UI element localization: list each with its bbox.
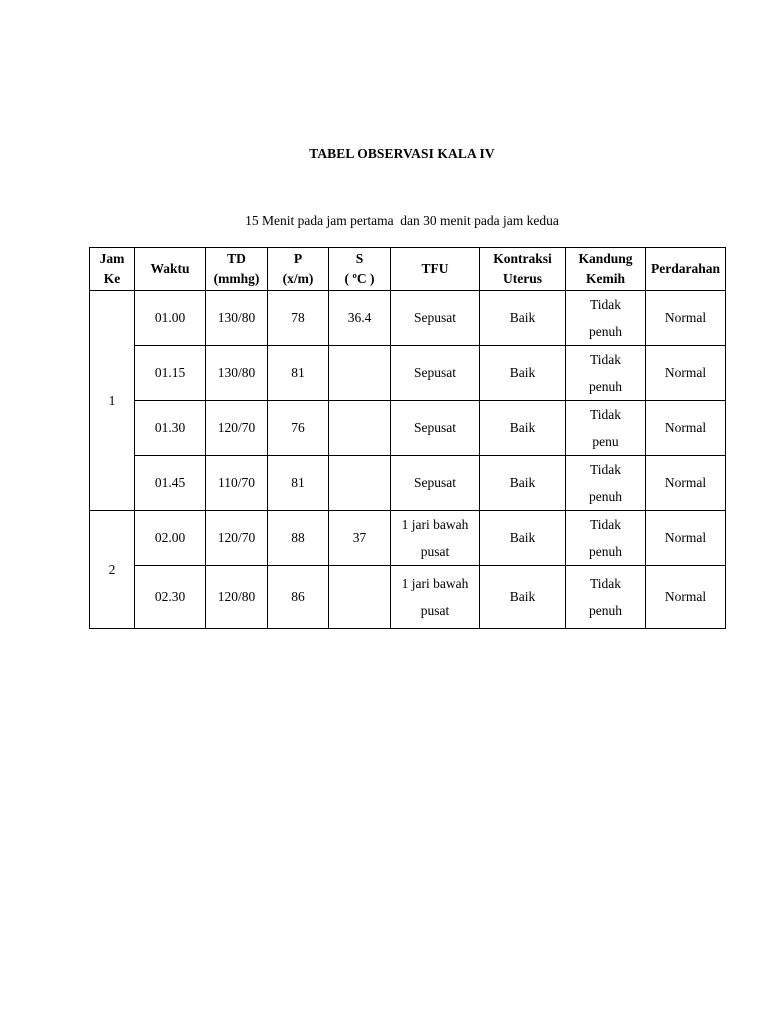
header-perdarahan: Perdarahan xyxy=(646,248,726,291)
cell-kandung: Tidak penuh xyxy=(566,566,646,629)
cell-perdarahan: Normal xyxy=(646,346,726,401)
cell-p: 88 xyxy=(268,511,329,566)
document-subtitle: 15 Menit pada jam pertama dan 30 menit pada jam kedua xyxy=(245,213,559,228)
cell-waktu: 01.45 xyxy=(135,456,206,511)
header-td: TD (mmhg) xyxy=(206,248,268,291)
header-jam-ke: Jam Ke xyxy=(90,248,135,291)
table-row xyxy=(90,511,726,566)
cell-waktu: 01.30 xyxy=(135,401,206,456)
cell-kandung: Tidak penuh xyxy=(566,291,646,346)
cell-perdarahan: Normal xyxy=(646,401,726,456)
cell-tfu: 1 jari bawah pusat xyxy=(391,511,480,566)
document-title: TABEL OBSERVASI KALA IV xyxy=(309,146,495,161)
cell-s xyxy=(329,456,391,511)
cell-kontraksi: Baik xyxy=(480,346,566,401)
cell-kontraksi: Baik xyxy=(480,456,566,511)
cell-p: 81 xyxy=(268,346,329,401)
cell-perdarahan: Normal xyxy=(646,566,726,629)
cell-p: 78 xyxy=(268,291,329,346)
cell-td: 120/80 xyxy=(206,566,268,629)
table-row xyxy=(90,566,726,629)
cell-waktu: 01.00 xyxy=(135,291,206,346)
cell-kontraksi: Baik xyxy=(480,511,566,566)
cell-waktu: 01.15 xyxy=(135,346,206,401)
table-row xyxy=(90,346,726,401)
cell-s: 37 xyxy=(329,511,391,566)
header-row xyxy=(90,248,726,291)
cell-td: 120/70 xyxy=(206,401,268,456)
header-kontraksi-uterus: Kontraksi Uterus xyxy=(480,248,566,291)
cell-tfu: Sepusat xyxy=(391,401,480,456)
cell-tfu: 1 jari bawah pusat xyxy=(391,566,480,629)
cell-p: 76 xyxy=(268,401,329,456)
cell-kontraksi: Baik xyxy=(480,401,566,456)
observation-table xyxy=(89,247,726,629)
cell-kandung: Tidak penu xyxy=(566,401,646,456)
cell-s: 36.4 xyxy=(329,291,391,346)
cell-waktu: 02.00 xyxy=(135,511,206,566)
cell-tfu: Sepusat xyxy=(391,346,480,401)
cell-p: 86 xyxy=(268,566,329,629)
cell-kontraksi: Baik xyxy=(480,291,566,346)
cell-perdarahan: Normal xyxy=(646,291,726,346)
cell-kandung: Tidak penuh xyxy=(566,511,646,566)
cell-s xyxy=(329,346,391,401)
cell-td: 110/70 xyxy=(206,456,268,511)
cell-perdarahan: Normal xyxy=(646,511,726,566)
cell-td: 130/80 xyxy=(206,291,268,346)
cell-perdarahan: Normal xyxy=(646,456,726,511)
cell-kontraksi: Baik xyxy=(480,566,566,629)
header-kandung-kemih: Kandung Kemih xyxy=(566,248,646,291)
table-row xyxy=(90,401,726,456)
header-waktu: Waktu xyxy=(135,248,206,291)
cell-td: 130/80 xyxy=(206,346,268,401)
cell-jam: 1 xyxy=(90,291,135,511)
cell-kandung: Tidak penuh xyxy=(566,456,646,511)
table-row xyxy=(90,291,726,346)
header-p: P (x/m) xyxy=(268,248,329,291)
cell-p: 81 xyxy=(268,456,329,511)
table-row xyxy=(90,456,726,511)
header-s: S ( ºC ) xyxy=(329,248,391,291)
cell-s xyxy=(329,566,391,629)
cell-waktu: 02.30 xyxy=(135,566,206,629)
cell-kandung: Tidak penuh xyxy=(566,346,646,401)
cell-td: 120/70 xyxy=(206,511,268,566)
cell-tfu: Sepusat xyxy=(391,291,480,346)
cell-jam: 2 xyxy=(90,511,135,629)
cell-tfu: Sepusat xyxy=(391,456,480,511)
header-tfu: TFU xyxy=(391,248,480,291)
cell-s xyxy=(329,401,391,456)
